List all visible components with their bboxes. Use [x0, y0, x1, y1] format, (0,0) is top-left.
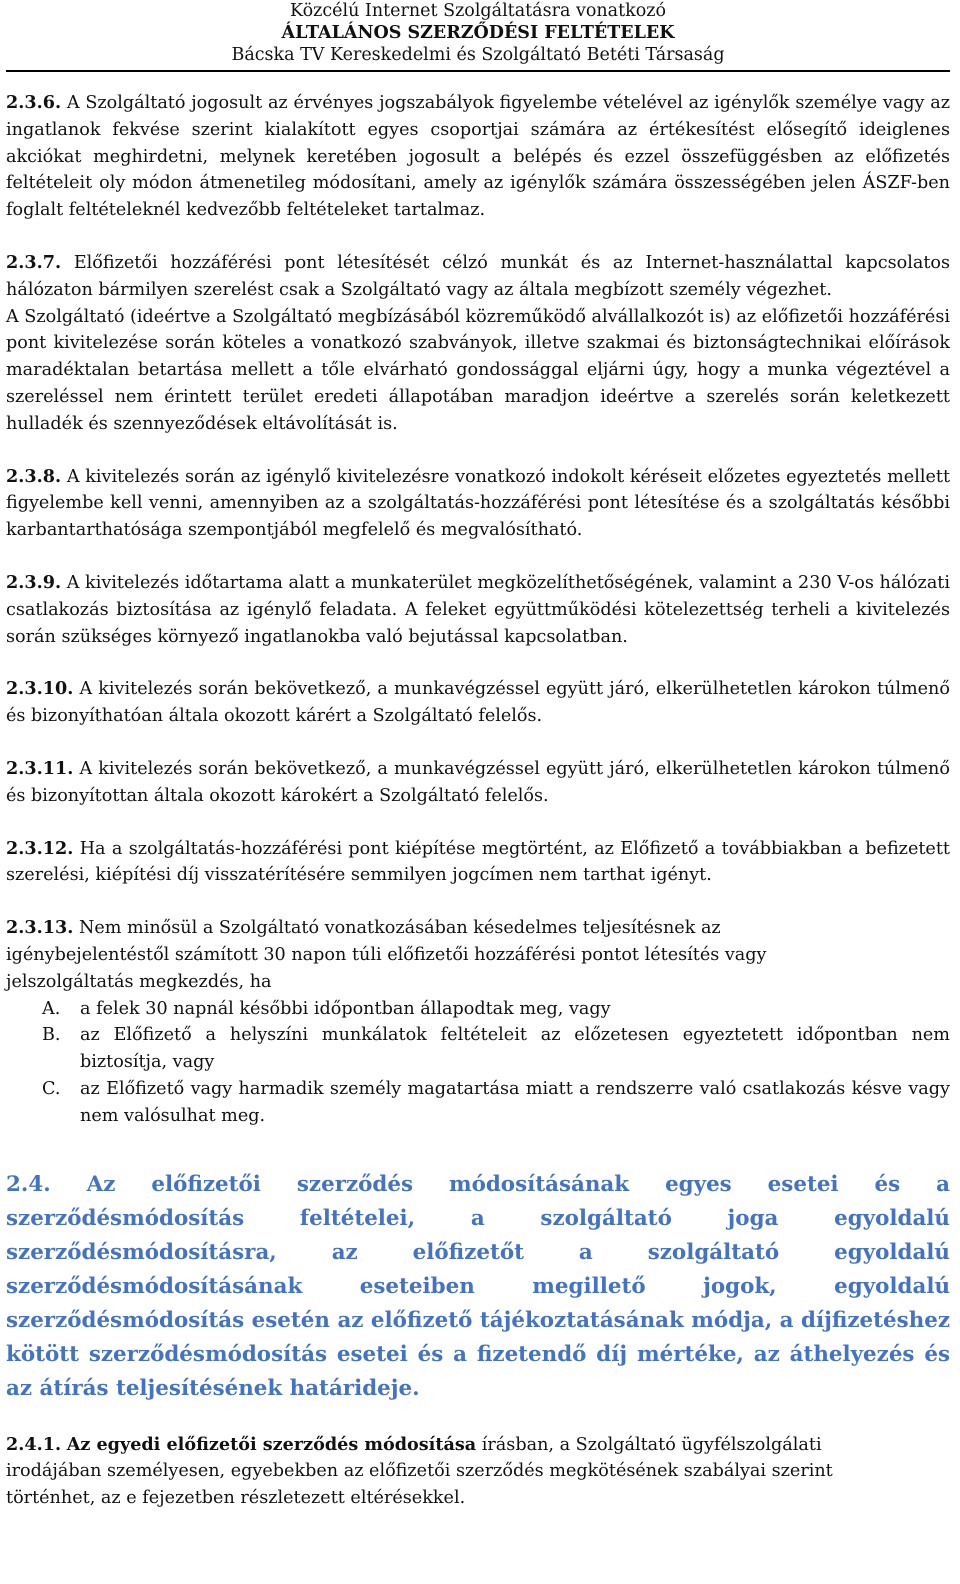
list-item-text: az Előfizető vagy harmadik személy magatartása miatt a rendszerre való csatlakozás késve vagy nem valósulhat meg. [80, 1078, 950, 1126]
list-item-text: a felek 30 napnál későbbi időpontban állapodtak meg, vagy [80, 998, 611, 1019]
header-line-3: Bácska TV Kereskedelmi és Szolgáltató Betéti Társaság [231, 45, 725, 65]
paragraph-text: A kivitelezés során bekövetkező, a munkavégzéssel együtt járó, elkerülhetetlen károkon túlmenő és bizonyíthatóan általa okozott kárért a Szolgáltató felelős. [6, 679, 950, 727]
paragraph-text: A Szolgáltató jogosult az érvényes jogszabályok figyelembe vételével az igénylők személye vagy az ingatlanok fekvése szerint kialakított egyes csoportjai számára az értékesítést elősegítő ideiglenes akciókat meghirdetni, melynek keretében jogosult a belépés és ezzel összefüggésben az előfizetés feltételeit oly módon átmenetileg módosítani, amely az igénylők számára összességében jelen ÁSZF-ben foglalt feltételeknél kedvezőbb feltételeket tartalmaz. [6, 93, 951, 221]
paragraph-text: Előfizetői hozzáférési pont létesítését célzó munkát és az Internet-használattal kapcsolatos hálózaton bármilyen szerelést csak a Szolgáltató vagy az általa megbízott személy végezhet. [6, 252, 951, 300]
section-heading-2-4 [6, 1168, 950, 1406]
paragraph-line: irodájában személyesen, egyebekben az előfizetői szerződés megkötésének szabályai szerint [6, 1461, 833, 1482]
paragraph-text: Ha a szolgáltatás-hozzáférési pont kiépítése megtörtént, az Előfizető a továbbiakban a befizetett szerelési, kiépítési díj visszatérítésére semmilyen jogcímen nem tarthat igényt. [6, 838, 950, 886]
paragraph-bold-text: Az egyedi előfizetői szerződés módosítása [66, 1433, 477, 1455]
paragraph-number: 2.3.13. [6, 917, 74, 939]
paragraph-text: A kivitelezés során az igénylő kivitelezésre vonatkozó indokolt kéréseit előzetes egyeztetés mellett figyelembe kell venni, amennyiben az a szolgáltatás-hozzáférési pont létesítése és a szolgáltatás későbbi karbantarthatósága szempontjából megfelelő és megvalósítható. [6, 466, 951, 541]
paragraph-2-4-1 [6, 1432, 950, 1512]
document-body [6, 90, 950, 1512]
header-divider [6, 70, 950, 72]
paragraph-number: 2.3.11. [6, 757, 74, 779]
paragraph-line: igénybejelentéstől számított 30 napon túli előfizetői hozzáférési pontot létesítés vagy [6, 944, 767, 965]
header-line-1: Közcélú Internet Szolgáltatásra vonatkozó [289, 1, 666, 21]
paragraph-line [6, 1432, 950, 1459]
list-item [6, 1076, 950, 1130]
list-item-label: B. [42, 1025, 61, 1046]
section-title-text: Az előfizetői szerződés módosításának egyes esetei és a szerződésmódosítás feltételei, a szolgáltató joga egyoldalú szerződésmódosításra, az előfizetőt a szolgáltató egyoldalú szerződésmódosításának eseteiben megillető jogok, egyoldalú szerződésmódosítás esetén az előfizető tájékoztatásának módja, a díjfizetéshez kötött szerződésmódosítás esetei és a fizetendő díj mértéke, az áthelyezés és az átírás teljesítésének határideje. [6, 1171, 950, 1401]
list-item-label: A. [42, 998, 61, 1019]
paragraph-number: 2.4.1. [6, 1433, 62, 1455]
section-number: 2.4. [6, 1171, 51, 1197]
list-item [6, 996, 950, 1023]
list-item-label: C. [42, 1078, 61, 1099]
paragraph-2-3-9 [6, 570, 950, 650]
paragraph-2-3-11 [6, 756, 950, 810]
paragraph-2-3-7 [6, 250, 950, 304]
paragraph-line: történhet, az e fejezetben részletezett eltérésekkel. [6, 1488, 466, 1509]
paragraph-line: jelszolgáltatás megkezdés, ha [6, 971, 272, 992]
paragraph-number: 2.3.12. [6, 837, 74, 859]
list-item [6, 1022, 950, 1076]
paragraph-2-3-8 [6, 464, 950, 544]
paragraph-2-3-10 [6, 676, 950, 730]
paragraph-number: 2.3.6. [6, 92, 62, 113]
paragraph-number: 2.3.8. [6, 465, 62, 487]
paragraph-number: 2.3.10. [6, 678, 74, 700]
paragraph-2-3-12 [6, 836, 950, 890]
header-line-2: ÁLTALÁNOS SZERZŐDÉSI FELTÉTELEK [281, 23, 675, 43]
paragraph-number: 2.3.7. [6, 251, 62, 273]
paragraph-line [6, 915, 950, 942]
paragraph-text: A kivitelezés időtartama alatt a munkaterület megközelíthetőségének, valamint a 230 V-os hálózati csatlakozás biztosítása az igénylő feladata. A feleket együttműködési kötelezettség terheli a kivitelezés során szükséges környező ingatlanokba való bejutással kapcsolatban. [6, 572, 950, 647]
paragraph-2-3-13 [6, 915, 950, 1129]
paragraph-text: A Szolgáltató (ideértve a Szolgáltató megbízásából közreműködő alvállalkozót is) az előfizetői hozzáférési pont kivitelezése során köteles a vonatkozó szabványok, illetve szakmai és biztonságtechnikai előírások maradéktalan betartása mellett a tőle elvárható gondossággal eljárni úgy, hogy a munka végeztével a szereléssel nem érintett terület eredeti állapotában maradjon ideértve a szerelés során keletkezett hulladék és szennyeződések eltávolítását is. [6, 306, 950, 434]
paragraph-text: A kivitelezés során bekövetkező, a munkavégzéssel együtt járó, elkerülhetetlen károkon túlmenő és bizonyítottan általa okozott károkért a Szolgáltató felelős. [6, 758, 950, 806]
paragraph-2-3-6 [6, 90, 950, 224]
list-item-text: az Előfizető a helyszíni munkálatok feltételeit az előzetesen egyeztetett időpontban nem biztosítja, vagy [80, 1025, 950, 1073]
page-header [6, 0, 950, 66]
paragraph-text: írásban, a Szolgáltató ügyfélszolgálati [481, 1434, 822, 1455]
paragraph-number: 2.3.9. [6, 571, 62, 593]
paragraph-text: Nem minősül a Szolgáltató vonatkozásában késedelmes teljesítésnek az [78, 918, 721, 939]
paragraph-2-3-7-continued [6, 304, 950, 438]
condition-list [6, 996, 950, 1130]
